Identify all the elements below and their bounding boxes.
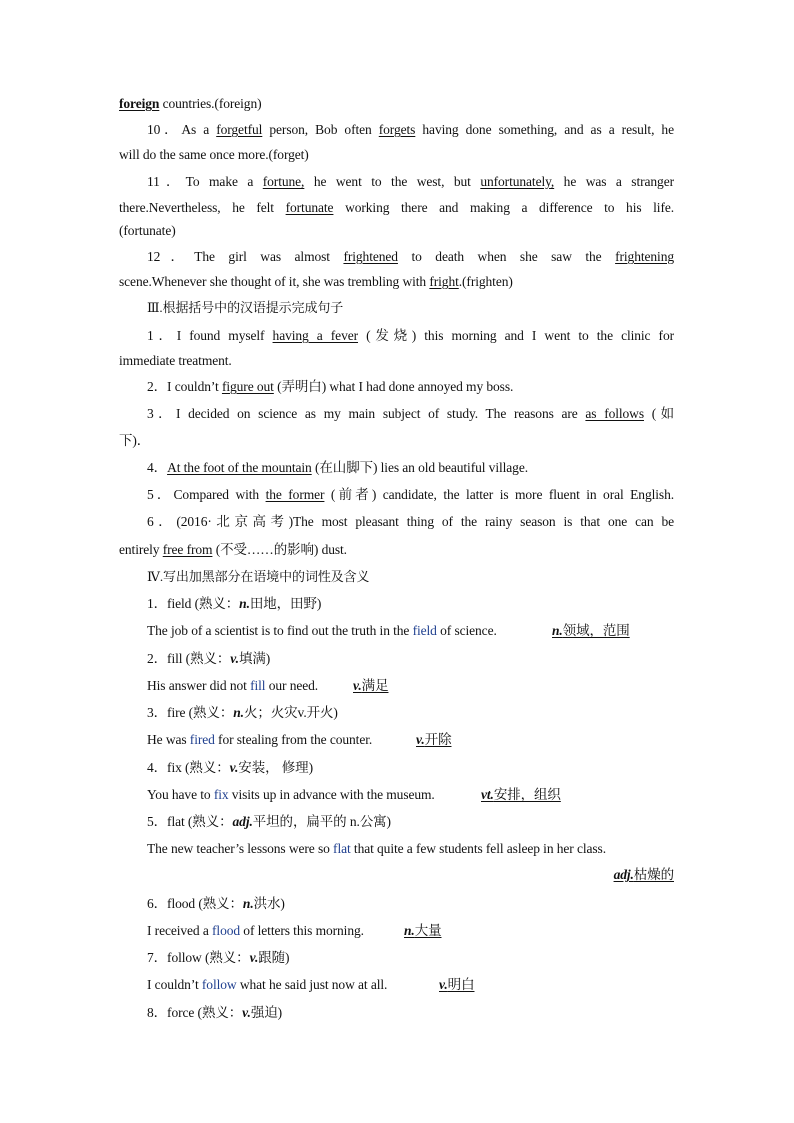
text-run: 12．The girl was almost: [147, 249, 344, 264]
keyword: fix: [213, 787, 229, 802]
answer-1: [552, 622, 630, 640]
answer-pos: v.: [353, 678, 362, 693]
answer-5: [600, 866, 674, 884]
section-heading-3: Ⅲ.根据括号中的汉语提示完成句子: [147, 300, 344, 315]
familiar-meaning: 跟随): [258, 950, 290, 965]
keyword: flat: [333, 841, 351, 856]
sentence-item-6: [147, 513, 674, 531]
word-label: 8．force (熟义：: [147, 1005, 243, 1020]
answer-blank: forgetful: [216, 122, 263, 137]
familiar-meaning: 填满): [238, 651, 271, 666]
keyword: fill: [250, 678, 266, 693]
exercise-item-10: [147, 121, 674, 139]
sentence-item-1: [147, 327, 674, 345]
answer-blank: figure out: [221, 379, 274, 394]
text-line: [119, 273, 513, 291]
answer-blank: as follows: [585, 406, 644, 421]
part-of-speech: n.: [242, 896, 254, 911]
familiar-meaning: 火；火灾v.开火): [243, 705, 338, 720]
text-run: our need.: [265, 678, 319, 693]
answer-blank: free from: [162, 542, 213, 557]
familiar-meaning: 安装， 修理): [238, 760, 313, 775]
word-label: 7．follow (熟义：: [147, 950, 250, 965]
text-run: (弄明白) what I had done annoyed my boss.: [273, 379, 514, 394]
answer-blank: frightened: [343, 249, 398, 264]
vocab-item-7: [147, 949, 289, 967]
text-run: You have to: [147, 787, 214, 802]
answer-6: [404, 922, 442, 940]
text-run: countries.(foreign): [159, 96, 262, 111]
text-line: (fortunate): [119, 223, 176, 238]
text-run: 1．I found myself: [147, 328, 273, 343]
text-run: for stealing from the counter.: [214, 732, 373, 747]
text-run: he was a stranger: [554, 174, 674, 189]
text-run: 3．I decided on science as my main subject of study. The reasons are: [147, 406, 586, 421]
answer-blank: At the foot of the mountain: [167, 460, 312, 475]
word-label: 1．field (熟义：: [147, 596, 240, 611]
keyword: field: [412, 623, 437, 638]
answer-3: [416, 731, 451, 749]
part-of-speech: v.: [229, 760, 239, 775]
text-run: 5．Compared with: [147, 487, 266, 502]
example-sentence-3: [147, 731, 372, 749]
keyword: follow: [201, 977, 237, 992]
familiar-meaning: 洪水): [253, 896, 285, 911]
answer-meaning: 安排，组织: [493, 787, 561, 802]
answer-blank: having a fever: [272, 328, 359, 343]
sentence-item-3: [147, 405, 674, 423]
answer-blank: fortunate: [285, 200, 334, 215]
text-run: 2．I couldn’t: [147, 379, 222, 394]
answer-meaning: 满足: [361, 678, 389, 693]
text-run: (如: [644, 406, 674, 421]
text-line: [119, 541, 347, 559]
word-label: 6．flood (熟义：: [147, 896, 243, 911]
text-run: 4．: [147, 460, 168, 475]
text-line: [119, 199, 674, 217]
text-run: of science.: [436, 623, 497, 638]
vocab-item-3: [147, 704, 338, 722]
text-run: 10．As a: [147, 122, 217, 137]
text-run: entirely: [119, 542, 163, 557]
answer-pos: v.: [439, 977, 448, 992]
part-of-speech: adj.: [232, 814, 253, 829]
text-run: 6．(2016·北京高考)The most pleasant thing of the rainy season is that one can be: [147, 514, 674, 529]
text-run: He was: [147, 732, 190, 747]
text-line: [119, 95, 262, 113]
answer-pos: v.: [416, 732, 425, 747]
word-label: 5．flat (熟义：: [147, 814, 233, 829]
part-of-speech: v.: [230, 651, 239, 666]
text-run: (前者) candidate, the latter is more fluent in oral English.: [324, 487, 674, 502]
word-label: 2．fill (熟义：: [147, 651, 231, 666]
exercise-item-11: [147, 173, 674, 191]
vocab-item-4: [147, 759, 313, 777]
answer-meaning: 枯燥的: [633, 867, 674, 882]
text-run: to death when she saw the: [397, 249, 616, 264]
text-run: visits up in advance with the museum.: [228, 787, 435, 802]
part-of-speech: n.: [233, 705, 244, 720]
text-run: I couldn’t: [147, 977, 202, 992]
answer-4: [481, 786, 561, 804]
text-run: person, Bob often: [262, 122, 379, 137]
answer-pos: n.: [552, 623, 563, 638]
text-run: 11．To make a: [147, 174, 263, 189]
text-line: immediate treatment.: [119, 353, 232, 368]
text-run: what he said just now at all.: [236, 977, 388, 992]
part-of-speech: n.: [239, 596, 250, 611]
text-line: 下)．: [119, 433, 151, 448]
vocab-item-8: [147, 1004, 282, 1022]
keyword: flood: [212, 923, 241, 938]
sentence-item-4: [147, 459, 528, 477]
text-run: I received a: [147, 923, 213, 938]
text-run: (发烧) this morning and I went to the clinic for: [358, 328, 674, 343]
answer-pos: vt.: [481, 787, 494, 802]
familiar-meaning: 强迫): [250, 1005, 283, 1020]
answer-7: [439, 976, 474, 994]
example-sentence-5: [147, 840, 606, 858]
answer-meaning: 大量: [414, 923, 442, 938]
answer-meaning: 明白: [447, 977, 475, 992]
text-run: working there and making a difference to his life.: [333, 200, 675, 215]
text-run: having done something, and as a result, he: [415, 122, 674, 137]
text-run: (在山脚下) lies an old beautiful village.: [311, 460, 528, 475]
text-run: of letters this morning.: [240, 923, 364, 938]
answer-pos: n.: [404, 923, 415, 938]
text-line: will do the same once more.(forget): [119, 147, 309, 162]
text-run: scene.Whenever she thought of it, she was trembling with: [119, 274, 430, 289]
vocab-item-2: [147, 650, 270, 668]
example-sentence-2: [147, 677, 318, 695]
answer-blank: fright: [429, 274, 459, 289]
answer-blank: foreign: [119, 96, 160, 111]
vocab-item-1: [147, 595, 321, 613]
part-of-speech: v.: [249, 950, 259, 965]
word-label: 3．fire (熟义：: [147, 705, 234, 720]
answer-blank: frightening: [615, 249, 674, 264]
text-run: he went to the west, but: [304, 174, 481, 189]
sentence-item-2: [147, 378, 513, 396]
example-sentence-4: [147, 786, 435, 804]
answer-meaning: 开除: [424, 732, 452, 747]
example-sentence-1: [147, 622, 497, 640]
section-heading-4: Ⅳ.写出加黑部分在语境中的词性及含义: [147, 569, 370, 584]
answer-2: [353, 677, 388, 695]
example-sentence-6: [147, 922, 364, 940]
answer-pos: adj.: [613, 867, 634, 882]
text-run: (不受……的影响) dust.: [212, 542, 347, 557]
example-sentence-7: [147, 976, 387, 994]
answer-blank: the former: [265, 487, 325, 502]
exercise-item-12: [147, 248, 674, 266]
vocab-item-5: [147, 813, 391, 831]
text-run: The new teacher’s lessons were so: [147, 841, 334, 856]
text-run: His answer did not: [147, 678, 251, 693]
familiar-meaning: 田地，田野): [249, 596, 322, 611]
part-of-speech: v.: [242, 1005, 251, 1020]
word-label: 4．fix (熟义：: [147, 760, 230, 775]
answer-blank: unfortunately,: [480, 174, 555, 189]
vocab-item-6: [147, 895, 285, 913]
familiar-meaning: 平坦的，扁平的 n.公寓): [252, 814, 391, 829]
answer-blank: forgets: [378, 122, 416, 137]
answer-blank: fortune,: [262, 174, 305, 189]
text-run: .(frighten): [458, 274, 513, 289]
answer-meaning: 领域，范围: [562, 623, 630, 638]
text-run: that quite a few students fell asleep in her class.: [350, 841, 606, 856]
keyword: fired: [189, 732, 215, 747]
sentence-item-5: [147, 486, 674, 504]
text-run: there.Nevertheless, he felt: [119, 200, 286, 215]
text-run: The job of a scientist is to find out the truth in the: [147, 623, 413, 638]
